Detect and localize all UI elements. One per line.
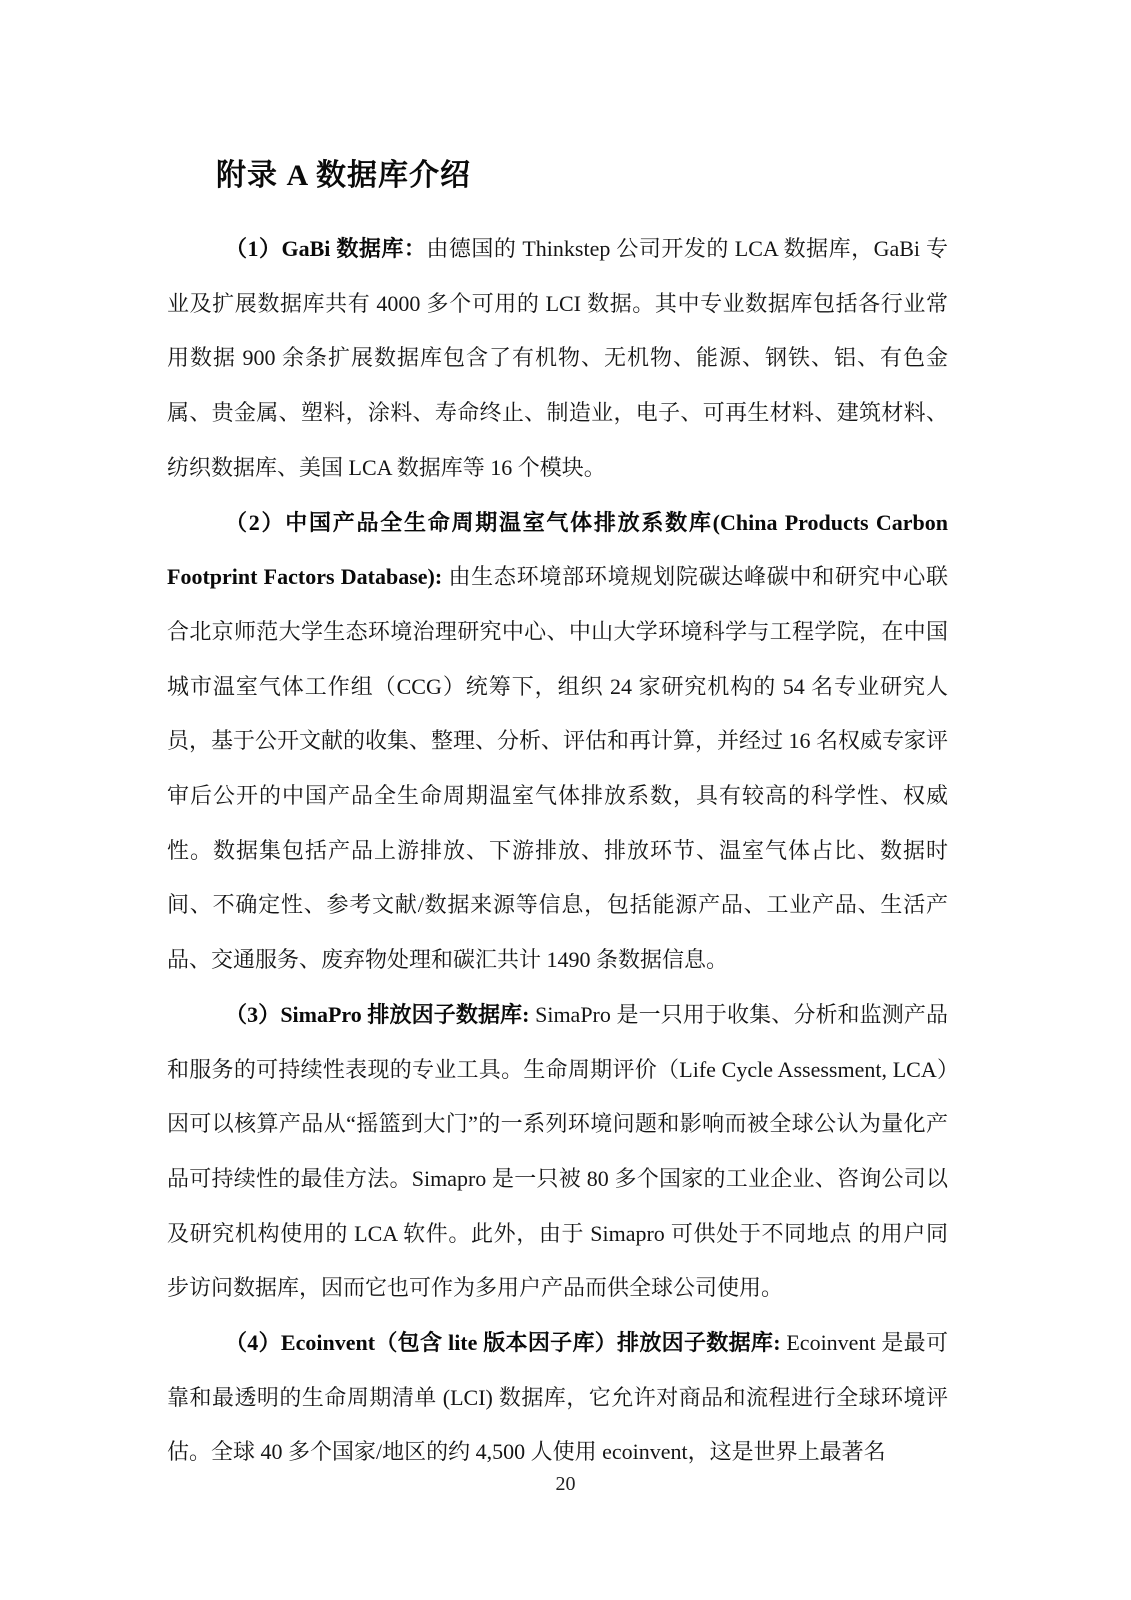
paragraph-ecoinvent: [167, 1316, 948, 1480]
paragraph-ecoinvent-lead: （4）Ecoinvent（包含 lite 版本因子库）排放因子数据库:: [225, 1330, 781, 1356]
page-number: 20: [555, 1473, 576, 1495]
paragraph-china-cpcd-text: 由生态环境部环境规划院碳达峰碳中和研究中心联合北京师范大学生态环境治理研究中心、中山大学环境科学与工程学院，在中国城市温室气体工作组（CCG）统筹下，组织 24 家研究机构的 54 名专业研究人员，基于公开文献的收集、整理、分析、评估和再计算，并经过 16 名权威专家评审后公开的中国产品全生命周期温室气体排放系数，具有较高的科学性、权威性。数据集包括产品上游排放、下游排放、排放环节、温室气体占比、数据时间、不确定性、参考文献/数据来源等信息，包括能源产品、工业产品、生活产品、交通服务、废弃物处理和碳汇共计 1490 条数据信息。: [167, 564, 949, 973]
page-title: 附录 A 数据库介绍: [216, 159, 472, 192]
paragraph-gabi-lead: （1）GaBi 数据库：: [225, 236, 427, 261]
paragraph-simapro-lead: （3）SimaPro 排放因子数据库:: [225, 1001, 530, 1027]
paragraph-china-cpcd-lead: （2）中国产品全生命周期温室气体排放系数库(China Products Carbon Footprint Factors Database):: [167, 509, 948, 590]
paragraph-ecoinvent-text: Ecoinvent 是最可靠和最透明的生命周期清单 (LCI) 数据库，它允许对商品和流程进行全球环境评估。全球 40 多个国家/地区的约 4,500 人使用 ecoinvent，这是世界上最著名: [167, 1330, 948, 1465]
paragraph-gabi-text: 由德国的 Thinkstep 公司开发的 LCA 数据库，GaBi 专业及扩展数据库共有 4000 多个可用的 LCI 数据。其中专业数据库包括各行业常用数据 900 余条扩展数据库包含了有机物、无机物、能源、钢铁、铝、有色金属、贵金属、塑料，涂料、寿命终止、制造业，电子、可再生材料、建筑材料、纺织数据库、美国 LCA 数据库等 16 个模块。: [167, 236, 949, 480]
paragraph-simapro-text: SimaPro 是一只用于收集、分析和监测产品和服务的可持续性表现的专业工具。生命周期评价（Life Cycle Assessment, LCA）因可以核算产品从“摇篮到大门”的一系列环境问题和影响而被全球公认为量化产品可持续性的最佳方法。Simapro 是一只被 80 多个国家的工业企业、咨询公司以及研究机构使用的 LCA 软件。此外，由于 Simapro 可供处于不同地点 的用户同步访问数据库，因而它也可作为多用户产品而供全球公司使用。: [167, 1001, 948, 1301]
paragraph-china-cpcd: [167, 496, 948, 988]
paragraph-simapro: [167, 988, 948, 1316]
document-body: [167, 222, 948, 1480]
paragraph-gabi: [167, 222, 948, 496]
